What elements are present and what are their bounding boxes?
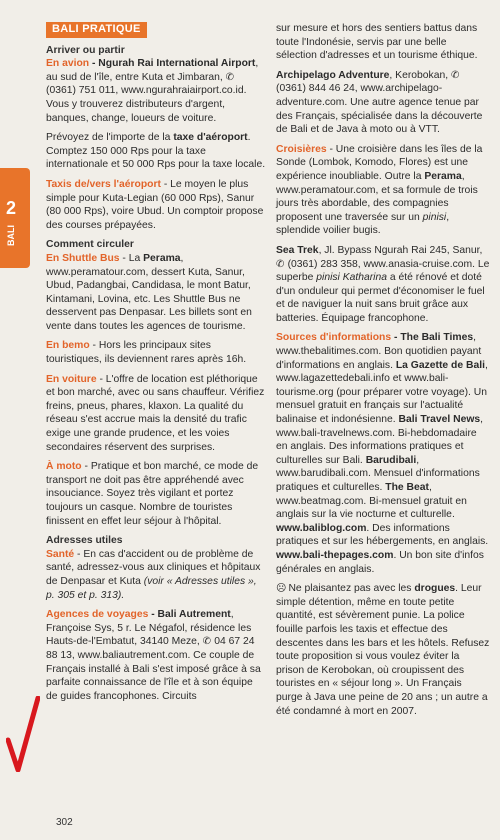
left-column [46,22,266,709]
chapter-label: BALI [6,225,16,246]
page-number: 302 [56,817,73,828]
text: , www.bali-travelnews.com. Bi-hebdomadaire en anglais. Des informations pratiques et culturelles sur Bali. [276,414,484,466]
section-header: BALI PRATIQUE [46,22,147,38]
text: Ne plaisantez pas avec les [288,583,415,595]
perama-name: Perama [424,170,462,182]
text: , www.baliautrement.com. Ce couple de Français installé à Bali s'est imposé grâce à sa parfaite connaissance de l'île et à son équipe de guides francophones. Circuits [46,649,261,702]
text: . Leur simple détention, même en toute petite quantité, est sévèrement punie. La police fouille parfois les taxis et effectue des descentes dans les bars et les hôtels. Refusez toute proposition si vous voulez éviter la prison de Kerobokan, où croupissent des touristes en « séjour long ». Un Français purge à Java une peine de 20 ans ; un autre a été condamné à mort en 2007. [276,583,490,717]
airport-name: - Ngurah Rai International Airport [89,58,256,70]
warning-face-icon: ☹ [276,583,287,595]
text: - Le moyen le plus simple pour Kuta-Legian (60 000 Rps), Sanur (80 000 Rps), voire Ubud. Un comptoir propose des courses prépayées. [46,178,264,231]
italic-term: pinisi [422,211,447,223]
text: , au sud de l'île, entre Kuta et Jimbaran, [46,58,259,83]
label-croisieres: Croisières [276,143,327,155]
phone-number: (0361) 283 358 [287,258,358,270]
italic-term: pinisi Katharina [316,272,387,284]
publication-name: La Gazette de Bali [395,359,485,371]
paragraph-seatrek [276,244,490,326]
label-en-avion: En avion [46,58,90,70]
drogues-label: drogues [414,583,456,595]
text: - Hors les principaux sites touristiques, ils deviennent rares après 16h. [46,340,247,366]
paragraph-moto [46,460,266,528]
text: Prévoyez de l'importe de la [46,132,174,144]
text: . Des informations pratiques et sur les hébergements, en anglais. [276,522,489,548]
company-name: Sea Trek [276,244,319,256]
text: , www.barudibali.com. Mensuel d'informations pratiques et culturelles. [276,454,480,493]
perama-name: Perama [143,252,181,264]
text: , Jl. Bypass Ngurah Rai 245, Sanur, [318,244,483,256]
text: , www.peramatour.com, et sa formule de trois jours très abordable, des compagnies proposent une traversée sur un [276,170,478,223]
label-shuttle: En Shuttle Bus [46,252,120,264]
website-name: www.bali-thepages.com [276,549,394,561]
taxe-label: taxe d'aéroport [173,132,248,144]
phone-number: (0361) 844 46 24 [276,83,355,95]
text: , www.thebalitimes.com. Bon quotidien payant d'informations en anglais. [276,332,482,371]
text: - La [119,252,144,264]
publication-name: Barudibali [365,454,417,466]
phone-icon: ✆ [450,69,460,81]
text: , www.archipelago-adventure.com. Une autre agence tenue par des Français, spécialisée dans la découverte de Bali et de Java à moto ou à VTT. [276,83,483,136]
publication-name: The Beat [385,482,429,493]
paragraph-archipelago [276,69,490,137]
text: , www.ngurahraiairport.co.id. Vous y trouverez distributeurs d'argent, banques, change, loueurs de voiture. [46,85,247,124]
text: , Kerobokan, [389,69,451,81]
cross-reference: (voir « Adresses utiles », p. 305 et p. 313). [46,575,257,601]
phone-icon: ✆ [276,258,288,270]
agency-name: - Bali Autrement [148,609,231,621]
publication-name: - The Bali Times [391,332,474,344]
text: , splendide voilier bugis. [276,211,450,237]
right-column [276,22,490,724]
paragraph-taxe [46,131,266,172]
label-moto: À moto [46,461,82,473]
text: a été rénové et doté d'un onduleur qui permet d'économiser le fuel et de naviguer la nuit sans bruit grâce aux batteries. Équipage francophone. [276,272,485,324]
label-taxis: Taxis de/vers l'aéroport [46,178,161,190]
text: , www.beatmag.com. Bi-mensuel gratuit en anglais sur la vie nocturne et culturelle. [276,482,467,521]
paragraph-bemo [46,339,266,366]
paragraph-sante [46,548,266,602]
label-sante: Santé [46,548,75,560]
phone-number: (0361) 751 011 [46,85,116,97]
paragraph-drogues [276,582,490,718]
text: - En cas d'accident ou de problème de santé, adressez-vous aux cliniques et hôpitaux de Denpasar et Kuta [46,548,261,587]
text: , www.anasia-cruise.com. Le superbe [276,258,490,284]
publication-name: Bali Travel News [398,414,481,426]
phone-number: 04 67 24 88 13 [46,636,255,661]
phone-icon: ✆ [202,636,215,648]
label-voiture: En voiture [46,373,97,385]
chapter-tab [0,168,30,268]
label-sources: Sources d'informations [276,332,392,344]
paragraph-voiture [46,373,266,455]
subheading-arriver: Arriver ou partir [46,44,125,56]
paragraph-sources [276,331,490,576]
phone-icon: ✆ [225,71,235,83]
label-agences: Agences de voyages [46,609,149,621]
subheading-adresses: Adresses utiles [46,535,123,547]
paragraph-shuttle [46,252,266,334]
text: , www.lagazettedebali.info et www.bali-tourisme.org (pour préparer votre voyage). Un mensuel gratuit en français sur l'actualité balinaise et indonésienne. [276,359,488,426]
paragraph-taxis [46,178,266,232]
website-name: www.baliblog.com [276,522,367,534]
paragraph-continued: sur mesure et hors des sentiers battus dans toute l'Indonésie, servis par une belle sélection d'adresses et un tourisme éthique. [276,23,478,62]
label-bemo: En bemo [46,340,90,352]
agency-name: Archipelago Adventure [276,69,390,81]
checkmark-icon [6,696,40,772]
text: . Un bon site d'infos générales en anglais. [276,549,484,575]
text: - Une croisière dans les îles de la Sonde (Lombok, Komodo, Flores) est une expérience inoubliable. Outre la [276,143,483,182]
paragraph-en-avion [46,57,266,125]
paragraph-croisieres [276,143,490,238]
paragraph-agences [46,608,266,703]
text: , Françoise Sys, 5 r. Le Négafol, résidence les Hauts-de-l'Embatut, 34140 Meze, [46,609,252,648]
subheading-circuler: Comment circuler [46,239,134,251]
chapter-number: 2 [6,198,17,218]
text: - Pratique et bon marché, ce mode de transport ne doit pas être appréhendé avec insouciance. Soyez très vigilant et portez toujours un casque. Nombre de touristes finissent en effet leur séjour à l'hôpital. [46,461,259,527]
text: - L'offre de location est pléthorique et bon marché, avec ou sans chauffeur. Vérifiez freins, pneus, phares, klaxon. La qualité du réseau s'est accrue mais la densité du trafic exige une grande prudence, et les voies secondaires réservent des surprises. [46,373,265,453]
text: , www.peramatour.com, dessert Kuta, Sanur, Ubud, Padangbai, Candidasa, le mont Batur, Kintamani, Lovina, etc. Les Shuttle Bus ne desservent pas Denpasar. Les billets sont en vente dans toutes les agences de tourisme. [46,252,252,332]
text: . Comptez 150 000 Rps pour la taxe internationale et 50 000 Rps pour la taxe locale. [46,132,266,171]
